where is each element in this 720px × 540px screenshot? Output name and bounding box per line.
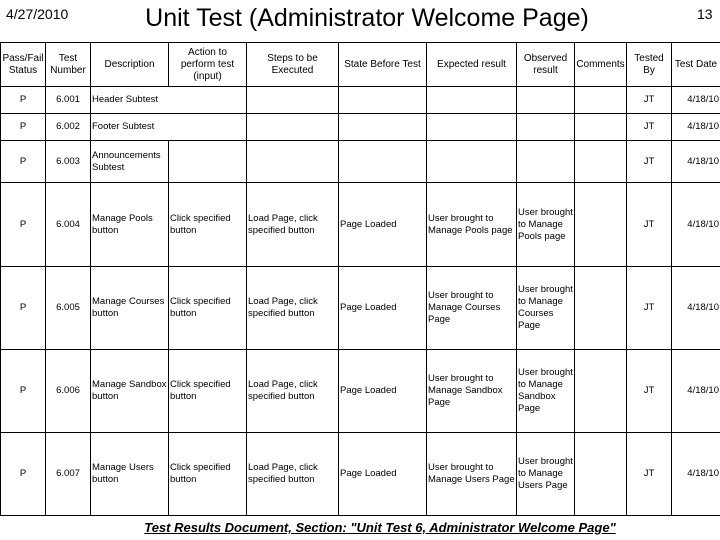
description-cell: Header Subtest — [91, 87, 247, 114]
test-date-cell: 4/18/10 — [672, 267, 720, 350]
table-row — [1, 267, 720, 350]
steps-cell: Load Page, click specified button — [247, 183, 339, 267]
steps-cell: Load Page, click specified button — [247, 350, 339, 433]
description-cell: Manage Courses button — [91, 267, 169, 350]
column-header: Comments — [575, 43, 627, 87]
test-date-cell: 4/18/10 — [672, 114, 720, 141]
column-header: Steps to be Executed — [247, 43, 339, 87]
test-number-cell: 6.002 — [46, 114, 91, 141]
column-header: Test Number — [46, 43, 91, 87]
table-row — [1, 141, 720, 183]
state-cell: Page Loaded — [339, 350, 427, 433]
column-header: Tested By — [627, 43, 672, 87]
observed-cell: User brought to Manage Courses Page — [517, 267, 575, 350]
test-date-cell: 4/18/10 — [672, 87, 720, 114]
state-cell: Page Loaded — [339, 267, 427, 350]
status-cell: P — [1, 267, 46, 350]
table-row — [1, 87, 720, 114]
page-title: Unit Test (Administrator Welcome Page) — [145, 4, 589, 32]
test-number-cell: 6.007 — [46, 433, 91, 516]
comments-cell — [575, 183, 627, 267]
column-header: Pass/Fail Status — [1, 43, 46, 87]
tested-by-cell: JT — [627, 141, 672, 183]
test-number-cell: 6.005 — [46, 267, 91, 350]
steps-cell — [247, 141, 339, 183]
expected-cell — [427, 141, 517, 183]
status-cell: P — [1, 433, 46, 516]
observed-cell — [517, 114, 575, 141]
table-row — [1, 183, 720, 267]
action-cell: Click specified button — [169, 350, 247, 433]
expected-cell: User brought to Manage Users Page — [427, 433, 517, 516]
expected-cell: User brought to Manage Courses Page — [427, 267, 517, 350]
state-cell — [339, 141, 427, 183]
table-header-row — [1, 43, 720, 87]
comments-cell — [575, 141, 627, 183]
action-cell — [169, 141, 247, 183]
table-row — [1, 114, 720, 141]
description-cell: Announcements Subtest — [91, 141, 169, 183]
status-cell: P — [1, 183, 46, 267]
steps-cell: Load Page, click specified button — [247, 267, 339, 350]
test-date-cell: 4/18/10 — [672, 433, 720, 516]
status-cell: P — [1, 141, 46, 183]
test-number-cell: 6.003 — [46, 141, 91, 183]
expected-cell: User brought to Manage Pools page — [427, 183, 517, 267]
page-number: 13 — [697, 6, 713, 22]
state-cell — [339, 87, 427, 114]
column-header: Description — [91, 43, 169, 87]
tested-by-cell: JT — [627, 433, 672, 516]
tested-by-cell: JT — [627, 183, 672, 267]
tested-by-cell: JT — [627, 114, 672, 141]
description-cell: Manage Pools button — [91, 183, 169, 267]
column-header: Test Date — [672, 43, 720, 87]
steps-cell — [247, 114, 339, 141]
description-cell: Manage Users button — [91, 433, 169, 516]
document-footer: Test Results Document, Section: "Unit Test 6, Administrator Welcome Page" — [144, 520, 616, 535]
column-header: State Before Test — [339, 43, 427, 87]
test-date-cell: 4/18/10 — [672, 183, 720, 267]
observed-cell — [517, 141, 575, 183]
comments-cell — [575, 114, 627, 141]
state-cell — [339, 114, 427, 141]
column-header: Observed result — [517, 43, 575, 87]
test-results-table — [0, 42, 720, 516]
test-number-cell: 6.004 — [46, 183, 91, 267]
action-cell: Click specified button — [169, 267, 247, 350]
action-cell: Click specified button — [169, 433, 247, 516]
expected-cell — [427, 114, 517, 141]
comments-cell — [575, 350, 627, 433]
test-date-cell: 4/18/10 — [672, 350, 720, 433]
table-row — [1, 350, 720, 433]
table-row — [1, 433, 720, 516]
expected-cell: User brought to Manage Sandbox Page — [427, 350, 517, 433]
tested-by-cell: JT — [627, 350, 672, 433]
description-cell: Footer Subtest — [91, 114, 247, 141]
description-cell: Manage Sandbox button — [91, 350, 169, 433]
document-date: 4/27/2010 — [6, 6, 69, 22]
action-cell: Click specified button — [169, 183, 247, 267]
comments-cell — [575, 87, 627, 114]
steps-cell: Load Page, click specified button — [247, 433, 339, 516]
observed-cell: User brought to Manage Sandbox Page — [517, 350, 575, 433]
test-date-cell: 4/18/10 — [672, 141, 720, 183]
column-header: Action to perform test (input) — [169, 43, 247, 87]
test-number-cell: 6.001 — [46, 87, 91, 114]
test-number-cell: 6.006 — [46, 350, 91, 433]
observed-cell — [517, 87, 575, 114]
steps-cell — [247, 87, 339, 114]
column-header: Expected result — [427, 43, 517, 87]
comments-cell — [575, 267, 627, 350]
observed-cell: User brought to Manage Pools page — [517, 183, 575, 267]
status-cell: P — [1, 350, 46, 433]
comments-cell — [575, 433, 627, 516]
state-cell: Page Loaded — [339, 433, 427, 516]
observed-cell: User brought to Manage Users Page — [517, 433, 575, 516]
tested-by-cell: JT — [627, 267, 672, 350]
status-cell: P — [1, 114, 46, 141]
expected-cell — [427, 87, 517, 114]
tested-by-cell: JT — [627, 87, 672, 114]
state-cell: Page Loaded — [339, 183, 427, 267]
status-cell: P — [1, 87, 46, 114]
